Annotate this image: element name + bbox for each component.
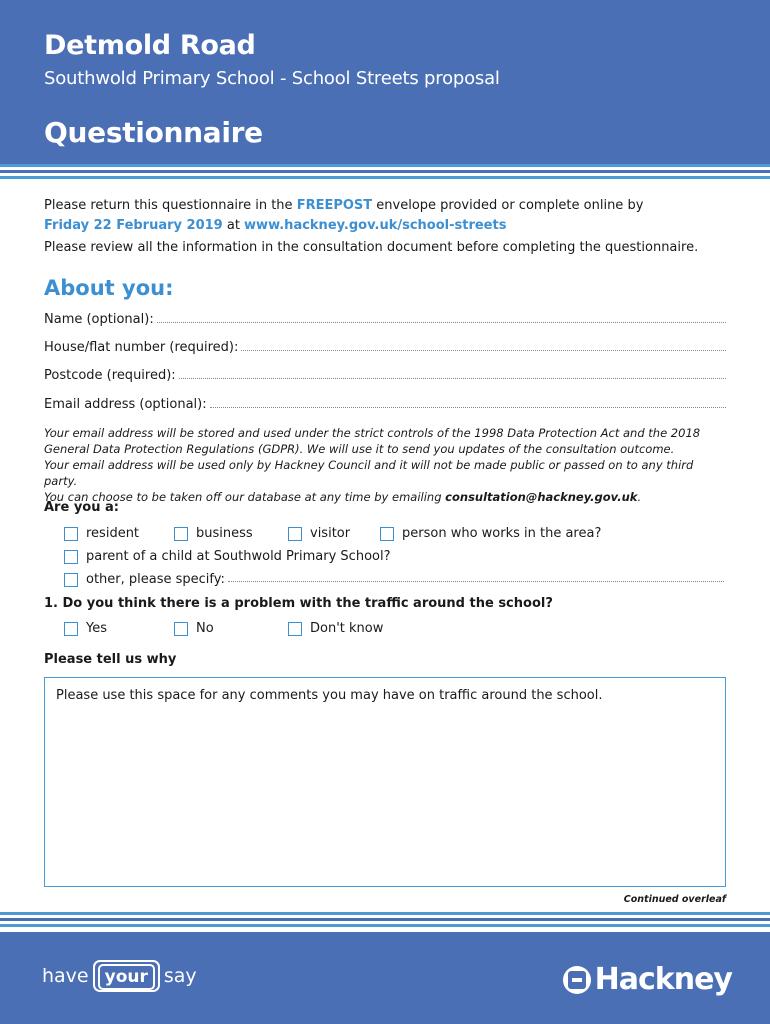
name-field[interactable] xyxy=(44,312,726,327)
about-you-heading: About you: xyxy=(44,276,174,300)
consultation-url-link[interactable]: www.hackney.gov.uk/school-streets xyxy=(244,218,507,233)
house-number-label: House/flat number (required): xyxy=(44,340,239,355)
privacy-notice: Your email address will be stored and used under the strict controls of the 1998 Data Protection Act and the 2018 General Data Protection Regulations (GDPR). We will use it to send you updates of the consultation outcome. Your email address will be used only by Hackney Council and it will not be made public or passed on to any third party. You can choose to be taken off our database at any time by emailing consultation@hackney.gov.uk. xyxy=(44,426,701,504)
are-you-label: Are you a: xyxy=(44,500,119,515)
document-subtitle: Southwold Primary School - School Streets proposal xyxy=(44,68,500,89)
footer-stripes xyxy=(0,912,770,932)
checkbox-parent[interactable]: parent of a child at Southwold Primary School? xyxy=(64,549,390,564)
checkbox-icon[interactable] xyxy=(288,527,302,541)
house-number-field[interactable] xyxy=(44,340,726,355)
checkbox-icon[interactable] xyxy=(174,527,188,541)
checkbox-visitor[interactable]: visitor xyxy=(288,526,350,541)
header-stripes xyxy=(0,164,770,184)
checkbox-business[interactable]: business xyxy=(174,526,253,541)
tell-us-why-label: Please tell us why xyxy=(44,652,177,667)
questionnaire-heading: Questionnaire xyxy=(44,116,263,149)
house-number-fill-line[interactable] xyxy=(241,341,726,351)
speech-bubble-icon: your xyxy=(93,960,160,992)
page-header xyxy=(0,0,770,164)
checkbox-other[interactable]: other, please specify: xyxy=(64,572,724,587)
have-your-say-logo: have your say xyxy=(42,960,197,992)
email-label: Email address (optional): xyxy=(44,397,207,412)
checkbox-icon[interactable] xyxy=(64,550,78,564)
checkbox-icon[interactable] xyxy=(64,573,78,587)
document-title: Detmold Road xyxy=(44,30,256,61)
continued-overleaf: Continued overleaf xyxy=(623,894,726,905)
checkbox-icon[interactable] xyxy=(174,622,188,636)
checkbox-resident[interactable]: resident xyxy=(64,526,139,541)
email-field[interactable] xyxy=(44,397,726,412)
page-footer xyxy=(0,932,770,1024)
name-fill-line[interactable] xyxy=(157,313,726,323)
comments-prompt: Please use this space for any comments you may have on traffic around the school. xyxy=(56,688,603,703)
hackney-h-icon xyxy=(563,966,591,994)
postcode-field[interactable] xyxy=(44,368,726,383)
freepost-label: FREEPOST xyxy=(296,198,373,213)
checkbox-dont-know[interactable]: Don't know xyxy=(288,621,383,636)
intro-review-text: Please review all the information in the consultation document before completing the questionnaire. xyxy=(44,240,699,255)
checkbox-icon[interactable] xyxy=(64,622,78,636)
checkbox-yes[interactable]: Yes xyxy=(64,621,107,636)
postcode-fill-line[interactable] xyxy=(179,369,726,379)
other-fill-line[interactable] xyxy=(228,572,724,582)
checkbox-worker[interactable]: person who works in the area? xyxy=(380,526,601,541)
checkbox-icon[interactable] xyxy=(64,527,78,541)
checkbox-icon[interactable] xyxy=(288,622,302,636)
hackney-logo: Hackney xyxy=(563,962,732,997)
comments-textarea[interactable] xyxy=(44,677,726,887)
checkbox-icon[interactable] xyxy=(380,527,394,541)
name-label: Name (optional): xyxy=(44,312,154,327)
email-fill-line[interactable] xyxy=(210,398,726,408)
postcode-label: Postcode (required): xyxy=(44,368,176,383)
checkbox-no[interactable]: No xyxy=(174,621,214,636)
intro-text: Please return this questionnaire in the FREEPOST envelope provided or complete online by Friday 22 February 2019 at www.hackney.gov.uk/school-streets xyxy=(44,198,644,233)
consultation-email-link[interactable]: consultation@hackney.gov.uk xyxy=(445,490,638,504)
deadline-date: Friday 22 February 2019 xyxy=(44,218,223,233)
question-1: 1. Do you think there is a problem with the traffic around the school? xyxy=(44,596,553,611)
